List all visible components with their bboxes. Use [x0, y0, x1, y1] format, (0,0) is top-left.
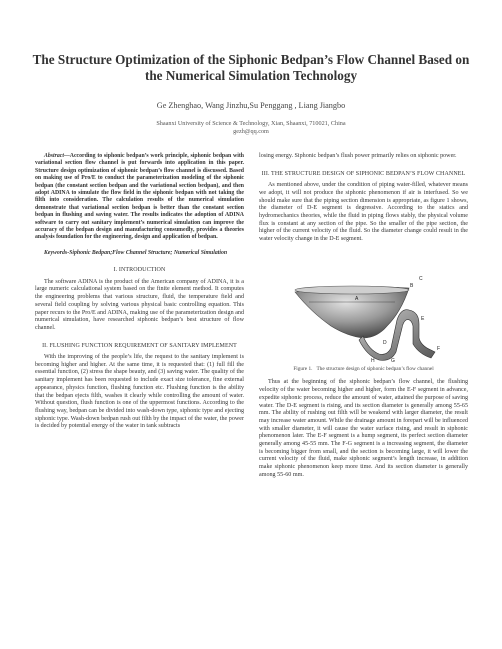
abstract-text: —According to siphonic bedpan’s work principle, siphonic bedpan with variational section flow channel is put forwards into application in this paper. Structure design optimization of siphonic bedpan’s flow channel is discussed. Based on making use of Pro/E to conduct the parameterization modeling of the siphonic bedpan (the constant section bedpan and the variational section bedpan), and then adopt ADINA to simulate the flow field in the siphonic bedpan with not taking the filth into consideration. The calculation results of the numerical simulation demonstrate that variational section bedpan is better than the constant section bedpan in flushing and saving water. The results indicates the adoption of ADINA software to carry out sanitary implement’s numerical simulation can improve the accuracy of the bedpan design and manufacturing consumedly, provides a theories analysis foundation for the engineering, design and application of bedpan. — [35, 153, 244, 241]
section-heading-flushing: II. FLUSHING FUNCTION REQUIREMENT OF SANITARY IMPLEMENT — [42, 342, 237, 349]
continued-text: losing energy. Siphonic bedpan’s flush power primarily relies on siphonic power. — [259, 153, 457, 159]
paper-title: The Structure Optimization of the Siphonic Bedpan’s Flow Channel Based on the Numerical Simulation Technology — [32, 52, 470, 83]
fig-label-e: E — [421, 315, 425, 322]
right-column — [259, 153, 468, 480]
email: gezh@qq.com — [233, 128, 269, 135]
bowl-shape — [295, 286, 409, 337]
affiliation: Shaanxi University of Science & Technology, Xian, Shaanxi, 710021, China — [156, 120, 346, 127]
fig-label-b: B — [410, 282, 414, 289]
authors: Ge Zhenghao, Wang Jinzhu,Su Penggang , Liang Jiangbo — [156, 101, 346, 110]
abstract-label: Abstract — [44, 153, 64, 159]
figure-caption-text: The structure design of siphonic bedpan’s flow channel — [316, 365, 434, 372]
fig-label-a: A — [355, 295, 359, 302]
fig-label-d: D — [383, 339, 387, 346]
figure-1 — [259, 250, 468, 363]
fig-label-f: F — [437, 345, 441, 352]
affiliation-block — [30, 120, 472, 136]
keywords-label: Keywords- — [44, 249, 70, 256]
section-structure-text-2: Thus at the beginning of the siphonic bedpan’s flow channel, the flushing velocity of the water becoming higher and higher, form the E-F segment in advance, expedite siphonic process, reduce the amount of water, attained the purpose of saving water. The D-E segment is rising, and its section diameter is generally among 55-65 mm. The ability of rushing out filth will be weakend with larger diameter, the result may increase water amount. While the drainage amount in forepart will be influenced with smaller diameter, it will cause the water surface rising, and result in siphonic phenomenon later. The E-F segment is a hump segment, its perfect section diameter generally among 45-55 mm. The F-G segment is a increasing segment, the diameter is becoming bigger from small, and the section is becoming large, it will lower the current velocity of the fluid, make siphonic segment’s length increase, in addition make siphonic phenomenon keep more time. And its section diameter is generally among 55-60 mm. — [259, 379, 468, 478]
section-structure-text: As mentioned above, under the condition of piping water-filled, whatever means we adopt, it will not produce the siphonic phenomenon if air is interfused. So we should make sure that the piping section dimension is appropriate, as figure 1 shows, the diameter of D-E segment is degressive. According to the statics and hydromechanics theories, while the fluid in piping flows stably, the physical volume flux is constant at any section of the pipe. So the smaller of the pipe section, the higher of the current velocity of the fluid. So the diameter change could result in the water velocity change in the D-E segment. — [259, 182, 468, 243]
fig-label-c: C — [419, 275, 423, 282]
left-column — [35, 153, 244, 431]
fig-label-h: H — [371, 357, 375, 363]
section-introduction-text: The software ADINA is the product of the American company of ADINA, it is a large numeric calculational system based on the finite element method. It computes the engineering problems that various structure, fluid, the temperature field and several field coupling by solving various physical basic controlling equation. This paper recurs to the Pro/E and ADINA, making use of the parameterization design and numerical simulation, have researched siphonic bedpan’s best structure of flow channel. — [35, 278, 244, 331]
figure-caption-num: Figure 1. — [293, 365, 313, 372]
section-flushing-text: With the improving of the people’s life, the request to the sanitary implement is becoming higher and higher. At the same time, it is requested that: (1) full fill the essential function, (2) stress the shape beauty, and (3) saving water. The quality of the sanitary implement has been requested to include exact size tolerance, fine external appearance, physics function, flushing function etc. Flushing function is the ability that the bedpan ejects filth, washes it clearly while controlling the amount of water. Without question, flush function is one of the uppermost functions. According to the flushing way, bedpan can be divided into wash-down type, siphonic type and ejecting siphonic type. Wash-down bedpan rush out filth by the impact of the water, the power is decided by potential energy of the water in tank subtracts — [35, 354, 244, 430]
section-heading-structure: III. THE STRUCTURE DESIGN OF SIPHONIC BEDPAN’S FLOW CHANNEL — [261, 170, 466, 177]
bedpan-flow-channel-diagram — [259, 250, 468, 363]
abstract — [35, 153, 244, 242]
fig-label-g: G — [391, 357, 395, 363]
figure-caption — [259, 366, 468, 374]
keywords-text: Siphonic Bedpan;Flow Channel Structure; Numerical Simulation — [69, 249, 228, 256]
bowl-rim — [295, 286, 409, 294]
keywords — [35, 250, 244, 257]
section-heading-introduction: I. INTRODUCTION — [113, 267, 166, 274]
